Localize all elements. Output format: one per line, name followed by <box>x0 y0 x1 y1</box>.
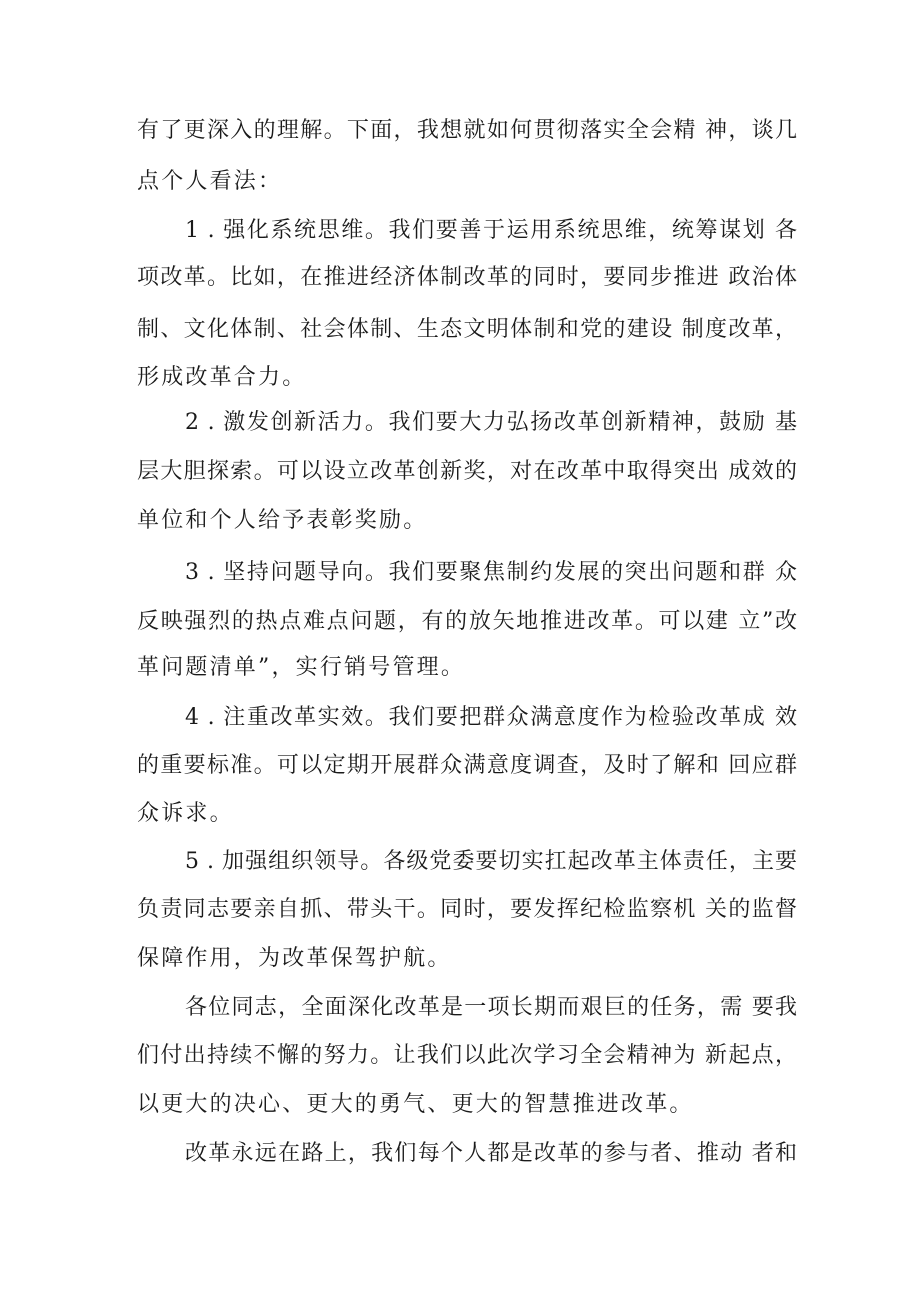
paragraph-line: 改革永远在路上，我们每个人都是改革的参与者、推动 者和 <box>185 1141 797 1166</box>
text-line: 制、文化体制、社会体制、生态文明体制和党的建设 制度改革， <box>137 317 797 342</box>
text-line: 单位和个人给予表彰奖励。 <box>137 508 428 533</box>
text-line: 反映强烈的热点难点问题，有的放矢地推进改革。可以建 立”改 <box>137 609 797 634</box>
text-line: 革问题清单”，实行销号管理。 <box>137 655 466 680</box>
list-item-2-line: 2 . 激发创新活力。我们要大力弘扬改革创新精神，鼓励 基 <box>185 410 797 435</box>
text-line: 众诉求。 <box>137 801 234 826</box>
list-item-3-line: 3 . 坚持问题导向。我们要聚焦制约发展的突出问题和群 众 <box>185 560 797 585</box>
text-line: 点个人看法： <box>137 169 283 194</box>
list-item-1-line: 1 . 强化系统思维。我们要善于运用系统思维，统筹谋划 各 <box>185 218 797 243</box>
text-line: 负责同志要亲自抓、带头干。同时，要发挥纪检监察机 关的监督 <box>137 897 797 922</box>
text-line: 们付出持续不懈的努力。让我们以此次学习全会精神为 新起点， <box>137 1043 797 1068</box>
text-line: 项改革。比如，在推进经济体制改革的同时，要同步推进 政治体 <box>137 265 797 290</box>
text-line: 的重要标准。可以定期开展群众满意度调查，及时了解和 回应群 <box>137 753 797 778</box>
paragraph-line: 各位同志，全面深化改革是一项长期而艰巨的任务，需 要我 <box>185 995 797 1020</box>
list-item-4-line: 4 . 注重改革实效。我们要把群众满意度作为检验改革成 效 <box>185 705 797 730</box>
text-line: 形成改革合力。 <box>137 365 307 390</box>
text-line: 以更大的决心、更大的勇气、更大的智慧推进改革。 <box>137 1092 694 1117</box>
text-line: 有了更深入的理解。下面，我想就如何贯彻落实全会精 神，谈几 <box>137 118 797 143</box>
text-line: 层大胆探索。可以设立改革创新奖，对在改革中取得突出 成效的 <box>137 459 797 484</box>
text-line: 保障作用，为改革保驾护航。 <box>137 946 452 971</box>
list-item-5-line: 5 . 加强组织领导。各级党委要切实扛起改革主体责任，主要 <box>185 849 797 874</box>
